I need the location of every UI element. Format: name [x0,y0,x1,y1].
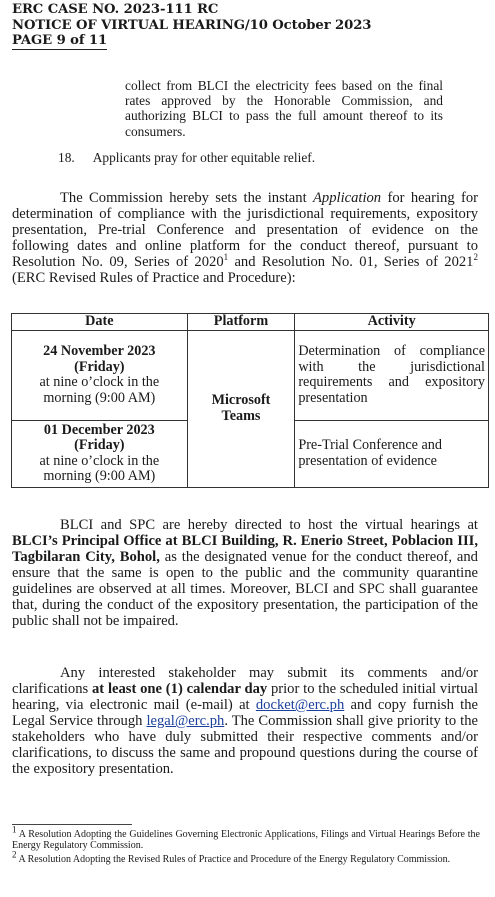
footnote-divider [12,824,132,825]
hearing-date-2: 01 December 2023 [43,421,155,438]
hearing-schedule-table [11,313,489,488]
commission-paragraph [12,190,478,286]
continued-paragraph: collect from BLCI the electricity fees based on the final rates approved by the Honorable Commission, and authorizing BLCI to pass the full amount thereof to its consumers. [125,78,443,139]
table-row [12,330,489,420]
item-18-number: 18. [58,150,75,165]
blci-paragraph [12,517,478,629]
header-activity: Activity [295,314,489,331]
activity-cell-2: Pre-Trial Conference and presentation of evidence [295,420,489,487]
activity-cell-1: Determination of compliance with the jurisdictional requirements and expository presentation [295,330,489,420]
hearing-time-1: at nine o’clock in the morning (9:00 AM) [39,374,160,406]
blci-text-2: as the designated venue for the conduct thereof, and ensure that the same is open to the public and the community quarantine guidelines are observed at all times. Moreover, BLCI and SPC shall guarantee that, during the conduct of the expository presentation, the participation of the public shall not be impaired. [12,549,478,629]
footnote-2-text: A Resolution Adopting the Revised Rules of Practice and Procedure of the Energy Regulatory Commission. [16,854,451,865]
footnote-ref-1: 1 [223,252,229,263]
item-18 [58,150,458,165]
header-date: Date [12,314,188,331]
docket-email-link[interactable]: docket@erc.ph [255,697,345,713]
stakeholder-text-4: . The Commission shall give priority to the stakeholders who have duly submitted their respective comments and/or clarifications, to discuss the same and propound questions during the course of the expository presentation. [12,713,478,777]
stakeholder-paragraph [12,665,478,777]
footnote-ref-2: 2 [473,252,478,263]
item-18-text: Applicants pray for other equitable relief. [92,150,316,165]
page-header [12,2,371,50]
venue-bold: BLCI’s Principal Office at BLCI Building, R. Enerio Street, Poblacion III, Tagbilaran City, Bohol, [12,533,478,565]
header-platform: Platform [187,314,295,331]
notice-title: NOTICE OF VIRTUAL HEARING/10 October 2023 [12,17,372,33]
hearing-day-2: (Friday) [74,437,125,453]
commission-text-1: The Commission hereby sets the instant [60,190,313,206]
stakeholder-text-2: prior to the scheduled initial virtual hearing, via electronic mail (e-mail) at [12,681,479,713]
legal-email-link[interactable]: legal@erc.ph [146,713,225,729]
hearing-date-1: 24 November 2023 [43,343,156,359]
footnote-2-mark: 2 [12,849,17,860]
date-cell-2 [12,420,188,487]
case-number: ERC CASE NO. 2023-111 RC [12,2,219,17]
stakeholder-text-1: Any interested stakeholder may submit its comments and/or clarifications [12,665,478,697]
footnote-1-text: A Resolution Adopting the Guidelines Governing Electronic Applications, Filings and Virtual Hearings Before the Energy Regulatory Commission. [12,829,480,851]
date-cell-1 [12,330,188,420]
hearing-day-1: (Friday) [74,358,125,375]
hearing-time-2: at nine o’clock in the morning (9:00 AM) [39,452,160,484]
footnote-1 [12,824,480,851]
blci-text-1: BLCI and SPC are hereby directed to host the virtual hearings at [60,517,478,533]
platform-cell: Microsoft Teams [187,330,295,487]
table-header-row [12,314,489,331]
deadline-bold: at least one (1) calendar day [91,681,268,697]
commission-text-4: (ERC Revised Rules of Practice and Procedure): [12,270,296,286]
stakeholder-text-3: and copy furnish the Legal Service through [12,697,478,729]
commission-text-3: and Resolution No. 01, Series of 2021 [228,254,474,270]
commission-text-2: for hearing for determination of compliance with the jurisdictional requirements, expository presentation, Pre-trial Conference and presentation of evidence on the following dates and online platform for the conduct thereof, pursuant to Resolution No. 09, Series of 2020 [12,190,478,270]
footnote-2 [12,849,480,865]
page-number: PAGE 9 of 11 [12,33,108,49]
footnote-1-mark: 1 [12,824,17,835]
application-italic: Application [313,190,382,206]
